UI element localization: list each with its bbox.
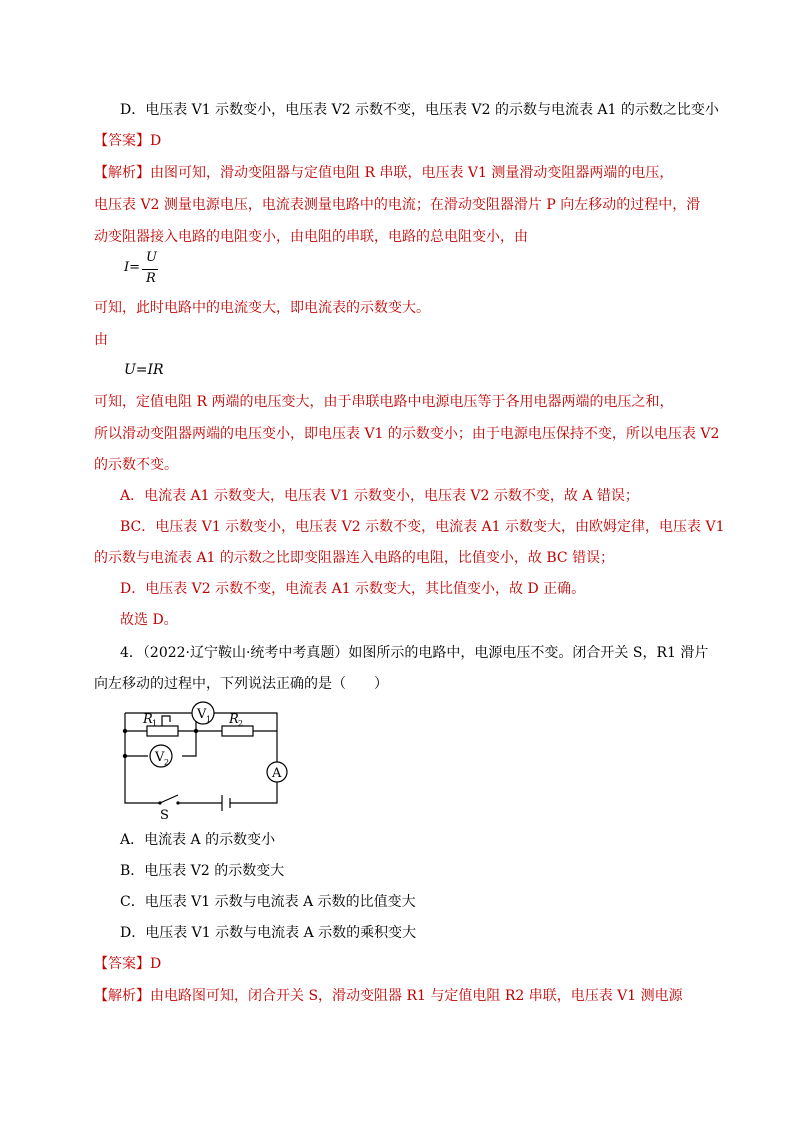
option-d: D．电压表 V1 示数与电流表 A 示数的乘积变大 bbox=[120, 925, 417, 941]
resistor-r1-label bbox=[142, 712, 157, 728]
analysis-line-1: 【解析】由图可知，滑动变阻器与定值电阻 R 串联，电压表 V1 测量滑动变阻器两端的电压， bbox=[94, 165, 674, 181]
option-b: B．电压表 V2 的示数变大 bbox=[120, 863, 285, 879]
document-page: D．电压表 V1 示数变小，电压表 V2 示数不变，电压表 V2 的示数与电流表 A1 的示数之比变小 【答案】D 【解析】由图可知，滑动变阻器与定值电阻 R 串联，电压表 V1 测量滑动变阻器两端的电压， 电压表 V2 测量电源电压，电流表测量电路中的电流；在滑动变阻器滑片 P 向左移动的过程中，滑 动变阻器接入电路的电阻变小，由电阻的串联，电路的总电阻变小，由 I= U R 可知，此时电路中的电流变大，即电流表的示数变大。 由 U=IR 可知，定值电阻 R 两端的电压变大，由于串联电路中电源电压等于各用电器两端的电压之和， 所以滑动变阻器两端的电压变小，即电压表 V1 的示数变小；由于电源电压保持不变，所以电压表 V2 的示数不变。 A．电流表 A1 示数变大，电压表 V1 示数变小，电压表 V2 示数不变，故 A 错误； BC．电压表 V1 示数变小，电压表 V2 示数不变，电流表 A1 示数变大，由欧姆定律，电压表 V1 的示数与电流表 A1 的示数之比即变阻器连入电路的电阻，比值变小，故 BC 错误； D．电压表 V2 示数不变，电流表 A1 示数变大，其比值变小，故 D 正确。 故选 D。 4．（2022·辽宁鞍山·统考中考真题）如图所示的电路中，电源电压不变。闭合开关 S，R1 滑片 向左移动的过程中，下列说法正确的是（ ） V 1 V 2 A R 1 R 2 S A．电流表 A 的示数变小 B．电压表 V2 的示数变大 C．电压表 V1 示数与电流表 A 示数的比值变大 D．电压表 V1 示数与电流表 A 示数的乘积变大 【答案】D 【解析】由电路图可知，闭合开关 S，滑动变阻器 R1 与定值电阻 R2 串联，电压表 V1 测电源 bbox=[94, 102, 725, 1004]
question-4-line-2: 向左移动的过程中，下列说法正确的是（ ） bbox=[94, 676, 388, 692]
option-a: A．电流表 A 的示数变小 bbox=[120, 832, 276, 848]
svg-text:A: A bbox=[272, 766, 282, 781]
analysis-line-7: 所以滑动变阻器两端的电压变小，即电压表 V1 的示数变小；由于电源电压保持不变，所以电压表 V2 bbox=[94, 426, 720, 442]
analysis-line-6: 可知，定值电阻 R 两端的电压变大，由于串联电路中电源电压等于各用电器两端的电压之和， bbox=[94, 394, 674, 410]
analysis-line-8: 的示数不变。 bbox=[94, 457, 178, 473]
option-d-prev: D．电压表 V1 示数变小，电压表 V2 示数不变，电压表 V2 的示数与电流表 A1 的示数之比变小 bbox=[120, 102, 719, 118]
svg-text:R: R bbox=[229, 712, 239, 727]
formula-ohm-voltage: U=IR bbox=[124, 362, 164, 378]
voltmeter-v2-icon bbox=[150, 745, 172, 767]
svg-text:1: 1 bbox=[206, 715, 212, 724]
analysis-option-bc-cont: 的示数与电流表 A1 的示数之比即变阻器连入电路的电阻，比值变小，故 BC 错误； bbox=[94, 550, 615, 566]
analysis-option-d: D．电压表 V2 示数不变，电流表 A1 示数变大，其比值变小，故 D 正确。 bbox=[120, 581, 586, 597]
analysis-line-5: 由 bbox=[94, 332, 108, 348]
svg-text:V: V bbox=[197, 707, 207, 722]
analysis-conclusion: 故选 D。 bbox=[120, 612, 178, 628]
svg-text:1: 1 bbox=[152, 719, 158, 728]
ammeter-a-icon bbox=[267, 762, 287, 782]
analysis-q4-line-1: 【解析】由电路图可知，闭合开关 S，滑动变阻器 R1 与定值电阻 R2 串联，电压表 V1 测电源 bbox=[94, 988, 683, 1004]
voltmeter-v1-icon bbox=[192, 702, 214, 724]
analysis-line-4: 可知，此时电路中的电流变大，即电流表的示数变大。 bbox=[94, 300, 430, 316]
analysis-line-3: 动变阻器接入电路的电阻变小，由电阻的串联，电路的总电阻变小，由 bbox=[94, 229, 528, 245]
svg-text:V: V bbox=[155, 750, 165, 765]
circuit-diagram bbox=[110, 698, 300, 823]
question-4-line-1: 4．（2022·辽宁鞍山·统考中考真题）如图所示的电路中，电源电压不变。闭合开关 S，R1 滑片 bbox=[120, 645, 709, 661]
svg-text:2: 2 bbox=[164, 758, 170, 767]
answer-label: 【答案】D bbox=[94, 956, 162, 972]
analysis-line-2: 电压表 V2 测量电源电压，电流表测量电路中的电流；在滑动变阻器滑片 P 向左移动的过程中，滑 bbox=[94, 197, 701, 213]
option-c: C．电压表 V1 示数与电流表 A 示数的比值变大 bbox=[120, 894, 416, 910]
svg-text:R: R bbox=[143, 712, 153, 727]
svg-text:2: 2 bbox=[238, 719, 244, 728]
answer-label-prev: 【答案】D bbox=[94, 133, 162, 149]
resistor-r2-label bbox=[228, 712, 243, 728]
analysis-option-a: A．电流表 A1 示数变大，电压表 V1 示数变小，电压表 V2 示数不变，故 A 错误； bbox=[120, 488, 639, 504]
switch-s-label: S bbox=[160, 808, 169, 823]
analysis-option-bc: BC．电压表 V1 示数变小，电压表 V2 示数不变，电流表 A1 示数变大，由欧姆定律，电压表 V1 bbox=[120, 519, 725, 535]
